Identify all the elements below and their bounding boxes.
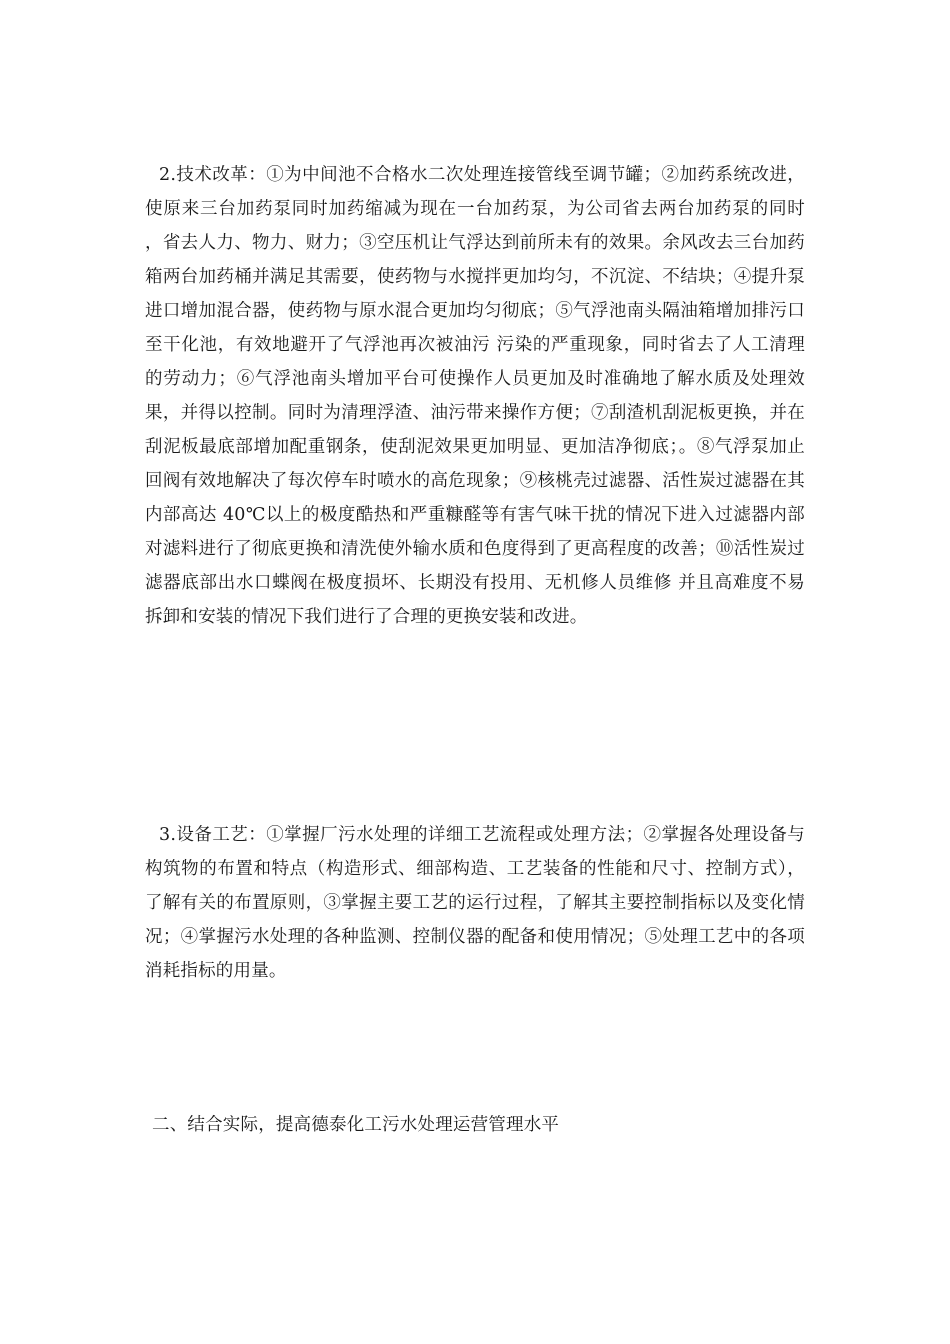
- paragraph-text: 技术改革：①为中间池不合格水二次处理连接管线至调节罐；②加药系统改进，使原来三台加药泵同时加药缩减为现在一台加药泵，为公司省去两台加药泵的同时 ，省去人力、物力、财力；③空压机让气浮达到前所未有的效果。余风改去三台加药箱两台加药桶并满足其需要，使药物与水搅拌更加均匀，不沉淀、不结块；④提升泵进口增加混合器，使药物与原水混合更加均匀彻底；⑤气浮池南头隔油箱增加排污口至干化池，有效地避开了气浮池再次被油污 污染的严重现象，同时省去了人工清理的劳动力；⑥气浮池南头增加平台可使操作人员更加及时准确地了解水质及处理效果，并得以控制。同时为清理浮渣、油污带来操作方便；⑦刮渣机刮泥板更换，并在刮泥板最底部增加配重钢条，使刮泥效果更加明显、更加洁净彻底；。⑧气浮泵加止回阀有效地解决了每次停车时喷水的高危现象；⑨核桃壳过滤器、活性炭过滤器在其内部高达 40℃以上的极度酷热和严重糠醛等有害气味干扰的情况下进入过滤器内部对滤料进行了彻底更换和清洗使外输水质和色度得到了更高程度的改善；⑩活性炭过滤器底部出水口蝶阀在极度损坏、长期没有投用、无机修人员维修 并且高难度不易拆卸和安装的情况下我们进行了合理的更换安装和改进。: [145, 165, 805, 627]
- paragraph-equipment-process: [145, 818, 805, 988]
- section-heading: 二、结合实际，提高德泰化工污水处理运营管理水平: [152, 1115, 560, 1135]
- paragraph-text: 设备工艺：①掌握厂污水处理的详细工艺流程或处理方法；②掌握各处理设备与构筑物的布置和特点（构造形式、细部构造、工艺装备的性能和尺寸、控制方式），了解有关的布置原则，③掌握主要工艺的运行过程，了解其主要控制指标以及变化情况；④掌握污水处理的各种监测、控制仪器的配备和使用情况；⑤处理工艺中的各项消耗指标的用量。: [145, 825, 805, 981]
- paragraph-technical-reform: [145, 158, 805, 634]
- paragraph-number: 2.: [159, 165, 177, 185]
- paragraph-number: 3.: [159, 825, 177, 845]
